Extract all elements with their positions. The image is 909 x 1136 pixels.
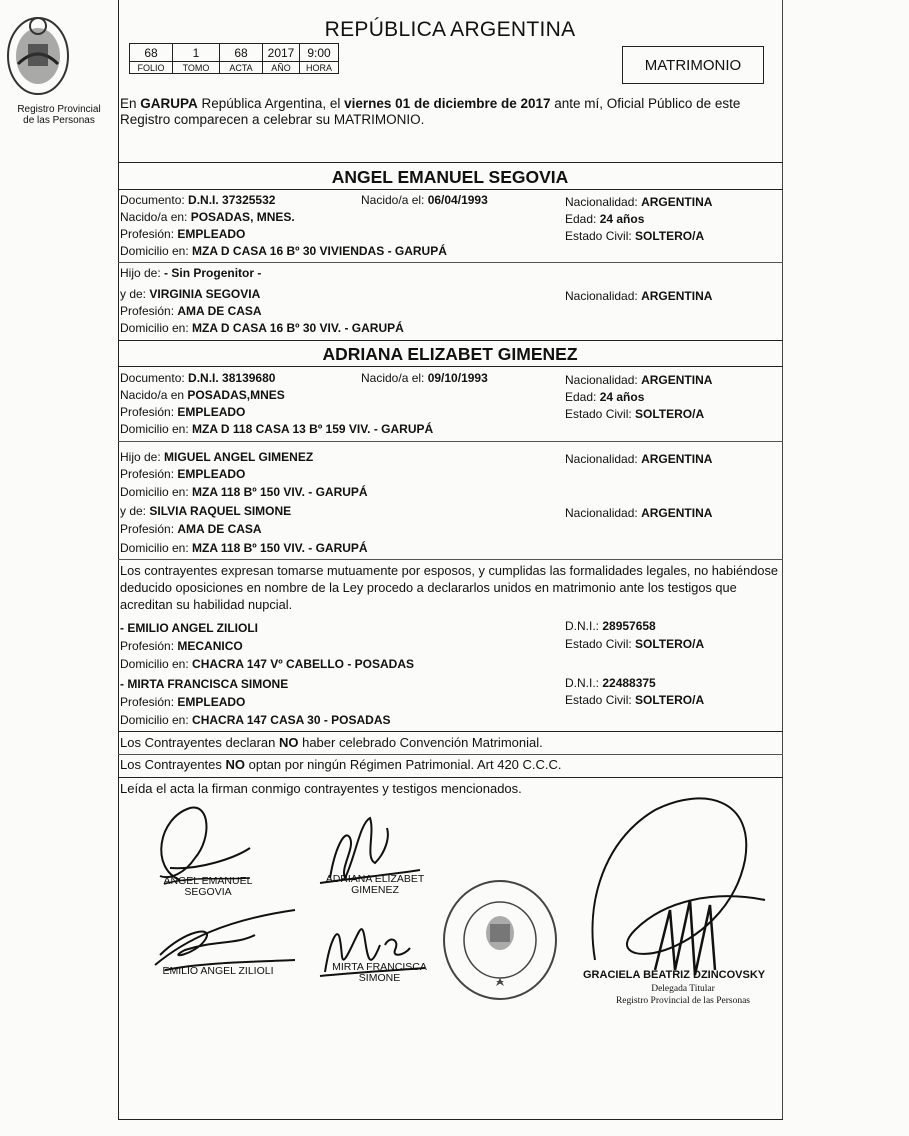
spouse1-age: Edad: 24 años	[565, 212, 645, 226]
official-seal-icon	[440, 878, 560, 1002]
spouse1-birthdate: Nacido/a el: 06/04/1993	[361, 193, 488, 207]
closing-statement: Leída el acta la firman conmigo contrayentes y testigos mencionados.	[120, 781, 522, 796]
act-type-box: MATRIMONIO	[622, 46, 764, 84]
divider	[118, 262, 783, 263]
spouse2-age: Edad: 24 años	[565, 390, 645, 404]
divider	[118, 754, 783, 755]
spouse1-parent2-profession: Profesión: AMA DE CASA	[120, 304, 262, 318]
divider	[118, 777, 783, 778]
spouse2-address: Domicilio en: MZA D 118 CASA 13 Bº 159 VIV. - GARUPÁ	[120, 422, 434, 436]
anio-value: 2017	[263, 44, 300, 62]
spouse2-birthplace: Nacido/a en POSADAS,MNES	[120, 388, 285, 402]
signature-3	[145, 900, 305, 975]
declaration-paragraph: Los contrayentes expresan tomarse mutuamente por esposos, y cumplidas las formalidades legales, no habiéndose deducido oposiciones en nombre de la Ley procedo a declararlos unidos en matrimonio ante los testigos que acreditan su habilidad nupcial.	[120, 563, 778, 612]
regime-statement: Los Contrayentes NO optan por ningún Régimen Patrimonial. Art 420 C.C.C.	[120, 757, 562, 772]
divider	[118, 731, 783, 732]
witness1-civil: Estado Civil: SOLTERO/A	[565, 637, 705, 651]
folio-value: 68	[130, 44, 173, 62]
spouse2-parent1-nationality: Nacionalidad: ARGENTINA	[565, 452, 713, 466]
divider	[118, 162, 783, 163]
spouse2-doc: Documento: D.N.I. 38139680	[120, 371, 276, 385]
witness2-name: - MIRTA FRANCISCA SIMONE	[120, 677, 289, 691]
spouse1-profession: Profesión: EMPLEADO	[120, 227, 246, 241]
witness1-name: - EMILIO ANGEL ZILIOLI	[120, 621, 258, 635]
divider	[118, 340, 783, 341]
spouse2-name: ADRIANA ELIZABET GIMENEZ	[322, 344, 578, 364]
spouse1-parent2: y de: VIRGINIA SEGOVIA	[120, 287, 261, 301]
signature-2-label: ADRIANA ELIZABET GIMENEZ	[325, 873, 425, 896]
spouse2-parent2-nationality: Nacionalidad: ARGENTINA	[565, 506, 713, 520]
province-emblem-icon	[2, 4, 74, 104]
spouse2-parent2: y de: SILVIA RAQUEL SIMONE	[120, 504, 292, 518]
frame-bottom	[118, 1119, 783, 1120]
spouse1-parent2-address: Domicilio en: MZA D CASA 16 Bº 30 VIV. - GARUPÁ	[120, 321, 404, 335]
witness2-profession: Profesión: EMPLEADO	[120, 695, 246, 709]
acta-caption: ACTA	[220, 62, 263, 74]
tomo-value: 1	[173, 44, 220, 62]
official-role: Delegada Titular	[651, 984, 715, 994]
divider	[118, 189, 783, 190]
spouse1-nationality: Nacionalidad: ARGENTINA	[565, 195, 713, 209]
spouse1-name: ANGEL EMANUEL SEGOVIA	[331, 167, 569, 187]
spouse2-parent1-profession: Profesión: EMPLEADO	[120, 467, 246, 481]
witness1-profession: Profesión: MECANICO	[120, 639, 243, 653]
record-table	[129, 43, 339, 74]
spouse2-parent2-address: Domicilio en: MZA 118 Bº 150 VIV. - GARUPÁ	[120, 541, 368, 555]
divider	[118, 366, 783, 367]
hora-value: 9:00	[300, 44, 339, 62]
acta-value: 68	[220, 44, 263, 62]
convention-statement: Los Contrayentes declaran NO haber celebrado Convención Matrimonial.	[120, 735, 543, 750]
official-name: GRACIELA BEATRIZ DZINCOVSKY	[583, 969, 766, 981]
spouse2-civil: Estado Civil: SOLTERO/A	[565, 407, 705, 421]
spouse2-parent1-address: Domicilio en: MZA 118 Bº 150 VIV. - GARUPÁ	[120, 485, 368, 499]
spouse1-parent1: Hijo de: - Sin Progenitor -	[120, 266, 262, 280]
spouse2-profession: Profesión: EMPLEADO	[120, 405, 246, 419]
official-signature	[575, 780, 785, 1000]
spouse1-civil: Estado Civil: SOLTERO/A	[565, 229, 705, 243]
signature-4-label: MIRTA FRANCISCA SIMONE	[332, 961, 427, 984]
country-title: REPÚBLICA ARGENTINA	[324, 18, 576, 41]
official-office: Registro Provincial de las Personas	[615, 996, 751, 1006]
spouse1-birthplace: Nacido/a en: POSADAS, MNES.	[120, 210, 295, 224]
hora-caption: HORA	[300, 62, 339, 74]
witness1-dni: D.N.I.: 28957658	[565, 619, 656, 633]
intro-paragraph: En GARUPA República Argentina, el viernes 01 de diciembre de 2017 ante mí, Oficial Público de este Registro comparecen a celebrar su MATRIMONIO.	[120, 96, 741, 127]
spouse2-nationality: Nacionalidad: ARGENTINA	[565, 373, 713, 387]
witness1-address: Domicilio en: CHACRA 147 Vº CABELLO - POSADAS	[120, 657, 414, 671]
divider	[118, 559, 783, 560]
spouse2-parent1: Hijo de: MIGUEL ANGEL GIMENEZ	[120, 450, 314, 464]
divider	[118, 441, 783, 442]
spouse2-birthdate: Nacido/a el: 09/10/1993	[361, 371, 488, 385]
tomo-caption: TOMO	[173, 62, 220, 74]
signature-1-label: ANGEL EMANUEL SEGOVIA	[163, 875, 253, 898]
witness2-dni: D.N.I.: 22488375	[565, 676, 656, 690]
witness2-address: Domicilio en: CHACRA 147 CASA 30 - POSADAS	[120, 713, 391, 727]
witness2-civil: Estado Civil: SOLTERO/A	[565, 693, 705, 707]
folio-caption: FOLIO	[130, 62, 173, 74]
registry-label: Registro Provincial de las Personas	[17, 104, 101, 126]
spouse1-doc: Documento: D.N.I. 37325532	[120, 193, 276, 207]
signature-3-label: EMILIO ANGEL ZILIOLI	[162, 965, 274, 977]
spouse1-parent2-nationality: Nacionalidad: ARGENTINA	[565, 289, 713, 303]
anio-caption: AÑO	[263, 62, 300, 74]
spouse1-address: Domicilio en: MZA D CASA 16 Bº 30 VIVIENDAS - GARUPÁ	[120, 244, 447, 258]
spouse2-parent2-profession: Profesión: AMA DE CASA	[120, 522, 262, 536]
